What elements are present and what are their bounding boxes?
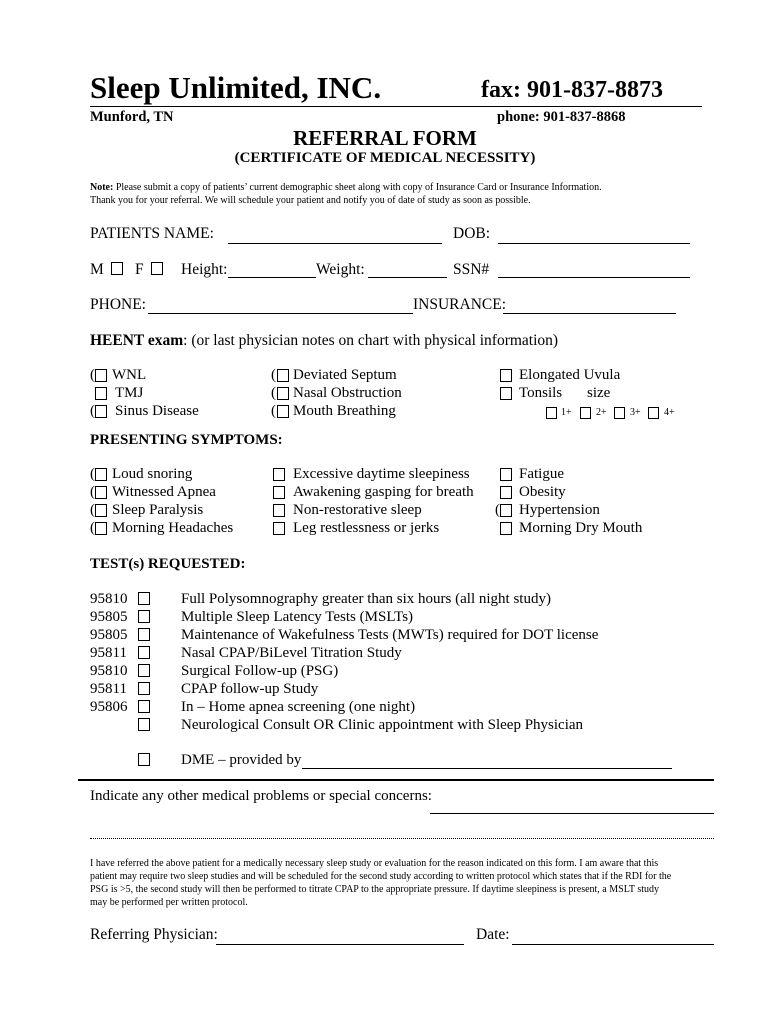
ssn-label: SSN# [453, 261, 490, 278]
test-checkbox[interactable] [138, 628, 150, 641]
test-label: Full Polysomnography greater than six hours (all night study) [181, 591, 551, 607]
test-label: CPAP follow-up Study [181, 681, 319, 697]
disclaimer-line-1: I have referred the above patient for a medically necessary sleep study or evaluation for the reason indicated on this form. I am aware that this [90, 858, 659, 869]
header-rule [90, 106, 702, 107]
weight-field[interactable] [368, 277, 447, 278]
fatigue-checkbox[interactable] [500, 468, 512, 481]
symptom-loud-snoring: Loud snoring [112, 466, 193, 482]
tonsil-size-1-checkbox[interactable] [546, 407, 557, 419]
company-location: Munford, TN [90, 109, 174, 125]
male-checkbox[interactable] [111, 262, 123, 275]
symptom-non-restorative-sleep: Non-restorative sleep [293, 502, 422, 518]
test-checkbox[interactable] [138, 718, 150, 731]
dob-field[interactable] [498, 243, 690, 244]
heent-description: : (or last physician notes on chart with physical information) [183, 332, 559, 349]
leg-restlessness-checkbox[interactable] [273, 522, 285, 535]
note-text-1: Please submit a copy of patients’ current demographic sheet along with copy of Insurance Card or Insurance Information. [115, 182, 602, 193]
heent-label: HEENT exam [90, 332, 184, 349]
referring-physician-label: Referring Physician: [90, 926, 218, 943]
concerns-field-1[interactable] [430, 813, 714, 814]
phone-number: phone: 901-837-8868 [497, 109, 626, 125]
fax-number: fax: 901-837-8873 [481, 77, 663, 103]
tonsil-size-4: 4+ [664, 407, 675, 418]
symptom-leg-restlessness: Leg restlessness or jerks [293, 520, 440, 536]
paren: ( [271, 367, 276, 383]
morning-dry-mouth-checkbox[interactable] [500, 522, 512, 535]
heent-nasal-obstruction: Nasal Obstruction [293, 385, 402, 401]
test-code: 95806 [90, 699, 128, 715]
date-field[interactable] [512, 944, 714, 945]
section-divider [78, 779, 714, 781]
test-code: 95810 [90, 591, 128, 607]
tonsils-checkbox[interactable] [500, 387, 512, 400]
test-label: Neurological Consult OR Clinic appointment with Sleep Physician [181, 717, 584, 733]
female-checkbox[interactable] [151, 262, 163, 275]
test-checkbox[interactable] [138, 610, 150, 623]
hypertension-checkbox[interactable] [500, 504, 512, 517]
test-label: Multiple Sleep Latency Tests (MSLTs) [181, 609, 414, 625]
paren: ( [90, 466, 95, 482]
test-code: 95805 [90, 627, 128, 643]
excessive-sleepiness-checkbox[interactable] [273, 468, 285, 481]
note-label: Note: [90, 182, 114, 193]
symptom-hypertension: Hypertension [519, 502, 600, 518]
female-label: F [135, 261, 144, 278]
loud-snoring-checkbox[interactable] [95, 468, 107, 481]
symptom-morning-headaches: Morning Headaches [112, 520, 234, 536]
form-title: REFERRAL FORM [293, 126, 477, 150]
test-label: Surgical Follow-up (PSG) [181, 663, 339, 679]
patient-name-label: PATIENTS NAME: [90, 225, 214, 242]
heent-heading [90, 332, 558, 350]
referring-physician-field[interactable] [216, 944, 464, 945]
paren: ( [90, 502, 95, 518]
symptom-awakening-gasping: Awakening gasping for breath [293, 484, 474, 500]
wnl-checkbox[interactable] [95, 369, 107, 382]
ssn-field[interactable] [498, 277, 690, 278]
test-code: 95805 [90, 609, 128, 625]
insurance-field[interactable] [503, 313, 676, 314]
paren: ( [90, 484, 95, 500]
heent-sinus-disease: Sinus Disease [115, 403, 199, 419]
note-line-1 [90, 181, 602, 194]
concerns-label: Indicate any other medical problems or special concerns: [90, 788, 432, 804]
heent-deviated-septum: Deviated Septum [293, 367, 397, 383]
paren: ( [90, 520, 95, 536]
phone-field[interactable] [148, 313, 413, 314]
tonsil-size-1: 1+ [561, 407, 572, 418]
dme-checkbox[interactable] [138, 753, 150, 766]
test-checkbox[interactable] [138, 682, 150, 695]
heent-tonsils: Tonsils [519, 385, 563, 401]
symptom-fatigue: Fatigue [519, 466, 564, 482]
non-restorative-sleep-checkbox[interactable] [273, 504, 285, 517]
tonsil-size-4-checkbox[interactable] [648, 407, 659, 419]
test-code: 95810 [90, 663, 128, 679]
test-checkbox[interactable] [138, 592, 150, 605]
phone-label: PHONE: [90, 296, 146, 313]
symptoms-heading: PRESENTING SYMPTOMS: [90, 432, 283, 448]
sleep-paralysis-checkbox[interactable] [95, 504, 107, 517]
date-label: Date: [476, 926, 510, 943]
paren: ( [90, 403, 95, 419]
test-code: 95811 [90, 681, 127, 697]
paren: ( [90, 367, 95, 383]
witnessed-apnea-checkbox[interactable] [95, 486, 107, 499]
company-name: Sleep Unlimited, INC. [90, 70, 382, 105]
dme-label: DME – provided by [181, 752, 302, 768]
height-field[interactable] [228, 277, 316, 278]
height-label: Height: [181, 261, 228, 278]
test-checkbox[interactable] [138, 700, 150, 713]
weight-label: Weight: [316, 261, 365, 278]
heent-mouth-breathing: Mouth Breathing [293, 403, 396, 419]
symptom-sleep-paralysis: Sleep Paralysis [112, 502, 204, 518]
paren: ( [495, 502, 500, 518]
dob-label: DOB: [453, 225, 491, 242]
nasal-obstruction-checkbox[interactable] [277, 387, 289, 400]
test-checkbox[interactable] [138, 664, 150, 677]
form-subtitle: (CERTIFICATE OF MEDICAL NECESSITY) [234, 150, 536, 166]
mouth-breathing-checkbox[interactable] [277, 405, 289, 418]
tonsil-size-3-checkbox[interactable] [614, 407, 625, 419]
symptom-obesity: Obesity [519, 484, 566, 500]
tmj-checkbox[interactable] [95, 387, 107, 400]
test-label: In – Home apnea screening (one night) [181, 699, 416, 715]
insurance-label: INSURANCE: [413, 296, 507, 313]
test-label: Nasal CPAP/BiLevel Titration Study [181, 645, 402, 661]
elongated-uvula-checkbox[interactable] [500, 369, 512, 382]
paren: ( [271, 403, 276, 419]
symptom-morning-dry-mouth: Morning Dry Mouth [519, 520, 643, 536]
male-label: M [90, 261, 104, 278]
heent-elongated-uvula: Elongated Uvula [519, 367, 621, 383]
tonsil-size-label: size [587, 385, 611, 401]
obesity-checkbox[interactable] [500, 486, 512, 499]
tonsil-size-3: 3+ [630, 407, 641, 418]
tonsil-size-2: 2+ [596, 407, 607, 418]
paren: ( [271, 385, 276, 401]
heent-wnl: WNL [112, 367, 147, 383]
tests-heading: TEST(s) REQUESTED: [90, 556, 246, 572]
morning-headaches-checkbox[interactable] [95, 522, 107, 535]
tonsil-size-2-checkbox[interactable] [580, 407, 591, 419]
test-label: Maintenance of Wakefulness Tests (MWTs) required for DOT license [181, 627, 599, 643]
deviated-septum-checkbox[interactable] [277, 369, 289, 382]
test-checkbox[interactable] [138, 646, 150, 659]
heent-tmj: TMJ [115, 385, 144, 401]
note-line-2: Thank you for your referral. We will schedule your patient and notify you of date of study as soon as possible. [90, 195, 531, 206]
disclaimer-line-4: may be performed per written protocol. [90, 897, 248, 908]
dme-provider-field[interactable] [302, 768, 672, 769]
symptom-witnessed-apnea: Witnessed Apnea [112, 484, 216, 500]
patient-name-field[interactable] [228, 243, 442, 244]
disclaimer-line-2: patient may require two sleep studies and will be scheduled for the second study according to written protocol which states that if the RDI for the [90, 871, 672, 882]
awakening-gasping-checkbox[interactable] [273, 486, 285, 499]
symptom-excessive-sleepiness: Excessive daytime sleepiness [293, 466, 470, 482]
concerns-field-2[interactable] [90, 838, 714, 839]
sinus-disease-checkbox[interactable] [95, 405, 107, 418]
test-code: 95811 [90, 645, 127, 661]
disclaimer-line-3: PSG is >5, the second study will then be performed to titrate CPAP to the appropriate pressure. If daytime sleepiness is present, a MSLT study [90, 884, 659, 895]
